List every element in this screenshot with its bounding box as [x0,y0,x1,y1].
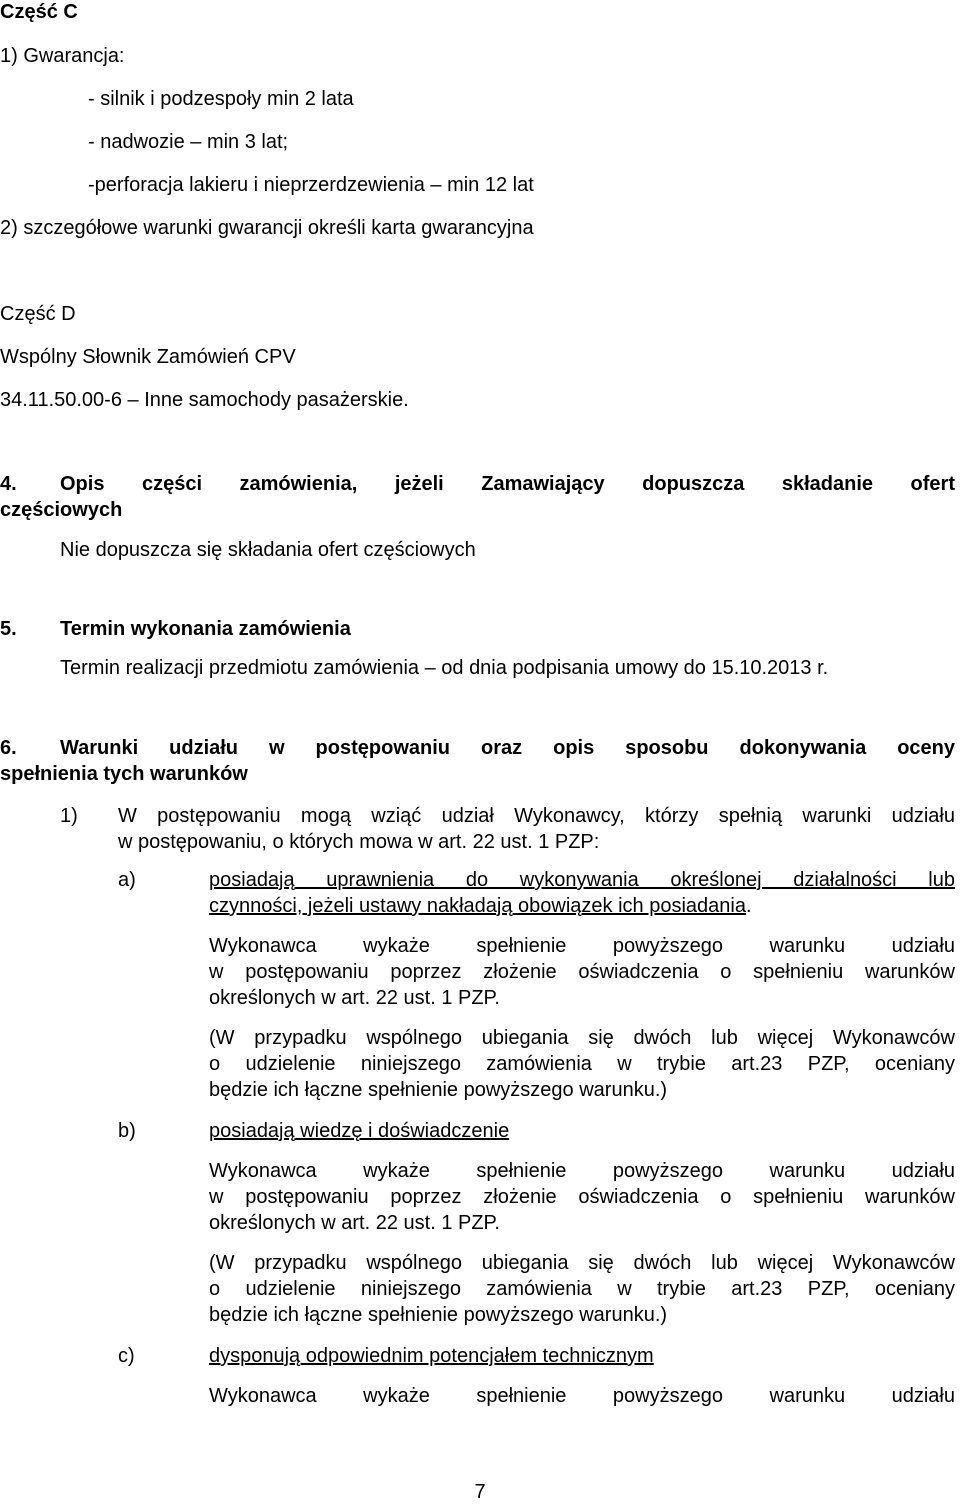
item-1-marker: 1) [60,805,78,827]
sub-b-proof-line3: określonych w art. 22 ust. 1 PZP. [209,1212,500,1234]
sub-a-proof-line3: określonych w art. 22 ust. 1 PZP. [209,987,500,1009]
sub-c-proof-line1: Wykonawca wykaże spełnienie powyższego warunku udziału [209,1385,955,1407]
sub-b-proof-line2: w postępowaniu poprzez złożenie oświadczenia o spełnieniu warunków [209,1186,955,1208]
warranty-card: 2) szczegółowe warunki gwarancji określi karta gwarancyjna [0,217,534,239]
sub-c-title: dysponują odpowiednim potencjałem technicznym [209,1345,654,1367]
section-5-title: Termin wykonania zamówienia [60,618,351,640]
section-6-title-line1: Warunki udziału w postępowaniu oraz opis sposobu dokonywania oceny [60,737,955,759]
warranty-title: 1) Gwarancja: [0,45,125,67]
page-number: 7 [474,1481,486,1503]
sub-a-marker: a) [118,869,136,891]
part-d-heading: Część D [0,303,76,325]
sub-b-title: posiadają wiedzę i doświadczenie [209,1120,510,1142]
sub-b-joint-line2: o udzielenie niniejszego zamówienia w trybie art.23 PZP, oceniany [209,1278,955,1300]
sub-a-title-line2: czynności, jeżeli ustawy nakładają obowiązek ich posiadania [209,895,746,917]
section-6-number: 6. [0,737,17,759]
sub-a-title-line2-wrap [209,894,752,918]
sub-c-marker: c) [118,1345,135,1367]
sub-b-proof-line1: Wykonawca wykaże spełnienie powyższego warunku udziału [209,1160,955,1182]
item-1-line2: w postępowaniu, o których mowa w art. 22 ust. 1 PZP: [118,831,600,853]
section-4-title-line2: częściowych [0,499,123,521]
sub-a-joint-line3: będzie ich łączne spełnienie powyższego warunku.) [209,1079,668,1101]
section-6-title-line2: spełnienia tych warunków [0,763,248,785]
sub-a-proof-line2: w postępowaniu poprzez złożenie oświadczenia o spełnieniu warunków [209,961,955,983]
section-5-body: Termin realizacji przedmiotu zamówienia – od dnia podpisania umowy do 15.10.2013 r. [60,657,829,679]
sub-a-title-line1: posiadają uprawnienia do wykonywania określonej działalności lub [209,869,955,891]
cpv-title: Wspólny Słownik Zamówień CPV [0,346,296,368]
section-5-number: 5. [0,618,17,640]
item-1-line1: W postępowaniu mogą wziąć udział Wykonawcy, którzy spełnią warunki udziału [118,805,955,827]
warranty-item-body: - nadwozie – min 3 lat; [88,131,289,153]
section-4-title-line1: Opis części zamówienia, jeżeli Zamawiający dopuszcza składanie ofert [60,473,955,495]
sub-a-title-end: . [745,895,752,917]
sub-a-joint-line1: (W przypadku wspólnego ubiegania się dwóch lub więcej Wykonawców [209,1027,955,1049]
part-c-heading: Część C [0,1,78,23]
sub-a-joint-line2: o udzielenie niniejszego zamówienia w trybie art.23 PZP, oceniany [209,1053,955,1075]
sub-b-marker: b) [118,1120,136,1142]
cpv-code: 34.11.50.00-6 – Inne samochody pasażerskie. [0,389,409,411]
sub-b-joint-line3: będzie ich łączne spełnienie powyższego warunku.) [209,1304,668,1326]
warranty-item-perforation: -perforacja lakieru i nieprzerdzewienia – min 12 lat [88,174,534,196]
section-4-number: 4. [0,473,17,495]
section-4-body: Nie dopuszcza się składania ofert częściowych [60,539,476,561]
warranty-item-engine: - silnik i podzespoły min 2 lata [88,88,354,110]
sub-a-proof-line1: Wykonawca wykaże spełnienie powyższego warunku udziału [209,935,955,957]
sub-b-joint-line1: (W przypadku wspólnego ubiegania się dwóch lub więcej Wykonawców [209,1252,955,1274]
